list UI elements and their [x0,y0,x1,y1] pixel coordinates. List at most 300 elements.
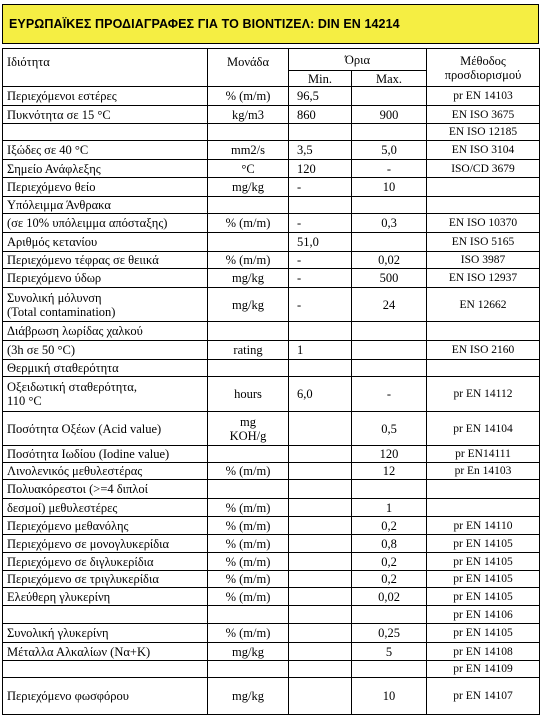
unit-cell [208,678,289,715]
unit-cell [208,124,289,141]
unit-cell-text: mg/kg [232,180,264,194]
method-cell-text: pr EN 14105 [453,537,513,550]
table-row [3,322,540,341]
min-cell [289,360,352,377]
max-cell [352,588,427,606]
method-cell [427,197,540,214]
max-cell [352,141,427,160]
property-cell-text: Περιεχόμενο τέφρας σε θειικά [7,253,159,267]
unit-cell-text: % (m/m) [225,464,271,478]
table-row [3,214,540,233]
min-cell [289,517,352,535]
method-cell-text: EN 12662 [459,298,507,311]
method-cell [427,252,540,269]
property-cell-text: Περιεχόμενο σε τριγλυκερίδια [7,572,159,586]
min-cell [289,341,352,360]
property-cell-text: Αριθμός κετανίου [7,235,98,249]
unit-cell [208,377,289,412]
property-cell-text: Ιξώδες σε 40 °C [7,143,89,157]
unit-cell [208,588,289,606]
min-cell [289,160,352,178]
method-cell-text: pr EN 14105 [453,590,513,603]
table-row [3,535,540,553]
method-cell-text: pr EN 14105 [453,627,513,639]
max-cell [352,606,427,624]
unit-cell [208,106,289,124]
property-cell [3,678,208,715]
property-cell [3,517,208,535]
property-cell [3,141,208,160]
property-cell-text: Περιεχόμενο θείο [7,180,96,194]
unit-cell [208,160,289,178]
min-cell-text: - [297,180,302,194]
max-cell [352,446,427,463]
min-cell [289,124,352,141]
property-cell [3,377,208,412]
min-cell [289,252,352,269]
method-cell-text: pr EN 14106 [453,608,513,621]
property-cell-text: Πυκνότητα σε 15 °C [7,107,111,122]
unit-cell [208,341,289,360]
min-cell [289,571,352,588]
property-cell [3,412,208,446]
unit-cell-text: % (m/m) [225,572,271,586]
property-cell-text: (σε 10% υπόλειμμα απόσταξης) [7,216,168,230]
unit-cell-text: % (m/m) [225,89,271,103]
max-cell [352,377,427,412]
unit-cell [208,233,289,252]
min-cell [289,288,352,322]
method-cell-text: ISO/CD 3679 [451,162,515,175]
max-cell [352,412,427,446]
min-cell [289,535,352,553]
unit-cell [208,517,289,535]
property-cell [3,535,208,553]
method-cell [427,499,540,517]
max-cell-text: 24 [382,297,396,312]
method-cell-text: ISO 3987 [460,254,506,266]
max-cell-text: 10 [382,689,396,703]
property-cell [3,269,208,288]
method-cell [427,178,540,197]
unit-cell [208,360,289,377]
property-cell-text: Περιεχόμενο σε μονογλυκερίδια [7,536,170,551]
unit-cell [208,553,289,571]
max-cell [352,160,427,178]
unit-cell [208,571,289,588]
unit-cell-text: mg/kg [232,689,264,703]
method-cell-text: EN ISO 3104 [451,144,515,156]
property-cell [3,214,208,233]
max-cell [352,252,427,269]
min-cell [289,87,352,106]
property-cell [3,87,208,106]
unit-cell-text: hours [234,387,262,401]
table-row [3,360,540,377]
unit-cell [208,463,289,480]
table-row [3,606,540,624]
unit-cell-text: kg/m3 [232,107,264,122]
min-cell-text: - [297,253,302,267]
unit-cell-text: mg/kg [232,297,264,312]
method-cell-text: pr EN 14105 [453,555,513,568]
property-cell [3,588,208,606]
table-row [3,588,540,606]
max-cell [352,124,427,141]
unit-cell-text: % (m/m) [225,626,271,640]
method-cell-text: pr En 14103 [454,465,512,477]
method-cell [427,588,540,606]
table-row [3,178,540,197]
property-cell [3,197,208,214]
method-cell-text: EN ISO 12185 [448,126,518,138]
unit-cell-text: % (m/m) [225,518,271,533]
property-cell [3,463,208,480]
max-cell [352,643,427,661]
method-cell [427,377,540,412]
unit-cell [208,288,289,322]
property-cell [3,643,208,661]
min-cell [289,553,352,571]
method-cell-text: pr EN 14110 [453,519,513,532]
method-cell [427,571,540,588]
min-cell [289,178,352,197]
table-row [3,661,540,678]
max-cell-text: 0,2 [381,572,397,586]
property-cell-text: (Total contamination) [7,304,116,319]
max-cell-text: 500 [379,271,399,285]
table-row [3,197,540,214]
property-cell-text: Περιεχόμενο μεθανόλης [7,518,129,533]
max-cell [352,322,427,341]
method-cell [427,106,540,124]
property-cell [3,252,208,269]
method-cell [427,87,540,106]
method-cell-text: pr EN 14107 [453,690,513,702]
max-cell-text: 120 [379,447,399,461]
unit-cell [208,535,289,553]
property-cell-text: Συνολική γλυκερίνη [7,626,109,640]
unit-cell-text: mg [240,414,256,429]
unit-cell [208,197,289,214]
table-row [3,252,540,269]
method-cell-text: pr EN14111 [455,448,511,460]
unit-cell-text: mg/kg [232,644,264,659]
unit-cell-text: % (m/m) [225,253,271,267]
table-row [3,106,540,124]
spec-table [2,48,540,715]
method-cell [427,124,540,141]
unit-cell [208,141,289,160]
property-cell-text: Ποσότητα Οξέων (Acid value) [7,421,162,436]
unit-cell-text: % (m/m) [225,216,271,230]
method-cell [427,322,540,341]
method-cell [427,160,540,178]
property-cell [3,571,208,588]
property-cell [3,606,208,624]
method-cell [427,661,540,678]
max-cell-text: - [386,387,392,401]
method-cell [427,446,540,463]
property-cell-text: Περιεχόμενοι εστέρες [7,89,117,103]
min-cell-text: 860 [297,107,316,122]
method-cell [427,535,540,553]
min-cell-text: - [297,216,302,230]
min-cell [289,499,352,517]
min-cell [289,412,352,446]
max-cell-text: 900 [379,107,399,122]
max-cell [352,87,427,106]
table-row [3,553,540,571]
min-cell [289,463,352,480]
method-cell [427,606,540,624]
unit-cell [208,214,289,233]
property-cell [3,499,208,517]
table-row [3,678,540,715]
property-cell [3,124,208,141]
header-method-line1: Μέθοδος [460,53,506,68]
property-cell-text: Διάβρωση λωρίδας χαλκού [7,324,143,338]
property-cell [3,553,208,571]
min-cell [289,322,352,341]
method-cell [427,678,540,715]
unit-cell [208,606,289,624]
method-cell-text: pr EN 14108 [453,645,513,658]
table-row [3,269,540,288]
property-cell [3,233,208,252]
unit-cell [208,412,289,446]
table-row [3,377,540,412]
table-row [3,160,540,178]
min-cell-text: - [297,297,302,312]
method-cell-text: EN ISO 5165 [451,236,515,248]
method-cell [427,214,540,233]
property-cell [3,160,208,178]
max-cell [352,553,427,571]
max-cell [352,517,427,535]
method-cell [427,463,540,480]
min-cell-text: 96,5 [297,89,319,103]
property-cell-text: Περιεχόμενο φωσφόρου [7,689,129,703]
unit-cell [208,269,289,288]
header-max: Max. [352,71,427,87]
max-cell-text: 0,02 [378,253,400,267]
min-cell [289,606,352,624]
table-row [3,87,540,106]
property-cell-text: (3h σε 50 °C) [7,343,76,357]
header-method [427,49,540,87]
unit-cell [208,446,289,463]
table-row [3,571,540,588]
min-cell-text: 51,0 [297,235,319,249]
min-cell [289,480,352,499]
method-cell [427,412,540,446]
method-cell-text: EN ISO 12937 [448,272,518,284]
property-cell [3,624,208,643]
max-cell [352,341,427,360]
property-cell [3,360,208,377]
max-cell [352,624,427,643]
max-cell [352,661,427,678]
max-cell [352,197,427,214]
min-cell [289,643,352,661]
property-cell-text: Μέταλλα Αλκαλίων (Να+Κ) [7,644,151,659]
property-cell-text: Περιεχόμενο ύδωρ [7,271,102,285]
max-cell-text: 0,02 [378,589,400,604]
table-row [3,341,540,360]
header-property: Ιδιότητα [3,49,208,87]
table-row [3,643,540,661]
method-cell [427,624,540,643]
method-cell [427,341,540,360]
max-cell [352,571,427,588]
max-cell [352,463,427,480]
method-cell [427,288,540,322]
max-cell-text: 12 [382,464,396,478]
method-cell [427,517,540,535]
max-cell-text: 0,3 [381,216,397,230]
property-cell-text: δεσμοί) μεθυλεστέρες [7,500,118,515]
property-cell [3,446,208,463]
table-row [3,517,540,535]
table-row [3,446,540,463]
unit-cell-text: % (m/m) [225,500,271,515]
method-cell [427,233,540,252]
method-cell [427,360,540,377]
max-cell [352,106,427,124]
table-row [3,412,540,446]
max-cell [352,678,427,715]
property-cell-text: Συνολική μόλυνση [7,290,102,305]
table-row [3,141,540,160]
table-row [3,480,540,499]
max-cell-text: 0,2 [381,554,397,569]
min-cell-text: 6,0 [297,387,313,401]
max-cell-text: 0,8 [381,536,397,551]
unit-cell [208,661,289,678]
method-cell-text: EN ISO 3675 [451,108,515,121]
property-cell-text: Θερμική σταθερότητα [7,361,119,375]
property-cell [3,322,208,341]
max-cell-text: 0,25 [378,626,400,640]
max-cell-text: 0,5 [381,421,397,436]
property-cell-text: Υπόλειμμα Άνθρακα [7,198,111,212]
property-cell-text: 110 °C [7,394,42,408]
unit-cell-text: mm2/s [230,143,266,157]
unit-cell [208,322,289,341]
property-cell [3,178,208,197]
max-cell-text: - [386,161,392,176]
method-cell-text: pr EN 14105 [453,573,513,585]
max-cell [352,178,427,197]
method-cell-text: EN ISO 10370 [448,217,518,229]
max-cell-text: 5,0 [381,143,397,157]
min-cell [289,141,352,160]
min-cell-text: 120 [297,161,316,176]
header-method-line2: προσδιορισμού [444,67,522,82]
max-cell-text: 5 [385,644,393,659]
property-cell [3,480,208,499]
max-cell-text: 0,2 [381,518,397,533]
method-cell-text: pr EN 14103 [453,90,513,102]
property-cell-text: Οξειδωτική σταθερότητα, [7,380,137,394]
table-row [3,288,540,322]
unit-cell [208,480,289,499]
method-cell [427,141,540,160]
unit-cell [208,499,289,517]
max-cell-text: 1 [385,500,393,515]
table-row [3,499,540,517]
method-cell-text: pr EN 14104 [453,422,513,435]
unit-cell-text: % (m/m) [225,589,271,604]
min-cell [289,233,352,252]
max-cell-text: 10 [382,180,396,194]
property-cell-text: Ποσότητα Ιωδίου (Iodine value) [7,447,170,461]
property-cell-text: Πολυακόρεστοι (>=4 διπλοί [7,482,148,496]
property-cell [3,341,208,360]
min-cell [289,678,352,715]
max-cell [352,214,427,233]
min-cell-text: 1 [297,343,304,357]
min-cell [289,197,352,214]
unit-cell [208,624,289,643]
unit-cell-text: °C [241,161,255,176]
method-cell-text: pr EN 14112 [453,388,513,400]
property-cell [3,106,208,124]
min-cell [289,214,352,233]
method-cell-text: EN ISO 2160 [451,344,515,356]
unit-cell-text: KOH/g [229,428,267,443]
property-cell [3,661,208,678]
min-cell [289,377,352,412]
header-min: Min. [289,71,352,87]
min-cell-text: - [297,271,302,285]
min-cell-text: 3,5 [297,143,313,157]
document-title: ΕΥΡΩΠΑΪΚΕΣ ΠΡΟΔΙΑΓΡΑΦΕΣ ΓΙΑ ΤΟ ΒΙΟΝΤΙΖΕΛ: DIN EN 14214 [2,4,539,44]
min-cell [289,588,352,606]
max-cell [352,288,427,322]
table-row [3,463,540,480]
unit-cell-text: rating [233,343,263,357]
method-cell [427,269,540,288]
max-cell [352,535,427,553]
min-cell [289,661,352,678]
max-cell [352,269,427,288]
header-limits: Όρια [289,49,427,71]
header-row-1 [3,49,540,71]
method-cell [427,553,540,571]
property-cell-text: Λινολενικός μεθυλεστέρας [7,464,143,478]
min-cell [289,624,352,643]
unit-cell [208,252,289,269]
table-row [3,124,540,141]
min-cell [289,106,352,124]
max-cell [352,360,427,377]
unit-cell-text: mg/kg [232,271,264,285]
property-cell-text: Σημείο Ανάφλεξης [7,161,101,176]
unit-cell [208,87,289,106]
unit-cell [208,643,289,661]
table-row [3,233,540,252]
method-cell-text: pr EN 14109 [453,663,513,675]
property-cell-text: Ελεύθερη γλυκερίνη [7,589,111,604]
method-cell [427,643,540,661]
method-cell [427,480,540,499]
property-cell-text: Περιεχόμενο σε διγλυκερίδια [7,554,154,569]
property-cell [3,288,208,322]
max-cell [352,480,427,499]
min-cell [289,446,352,463]
